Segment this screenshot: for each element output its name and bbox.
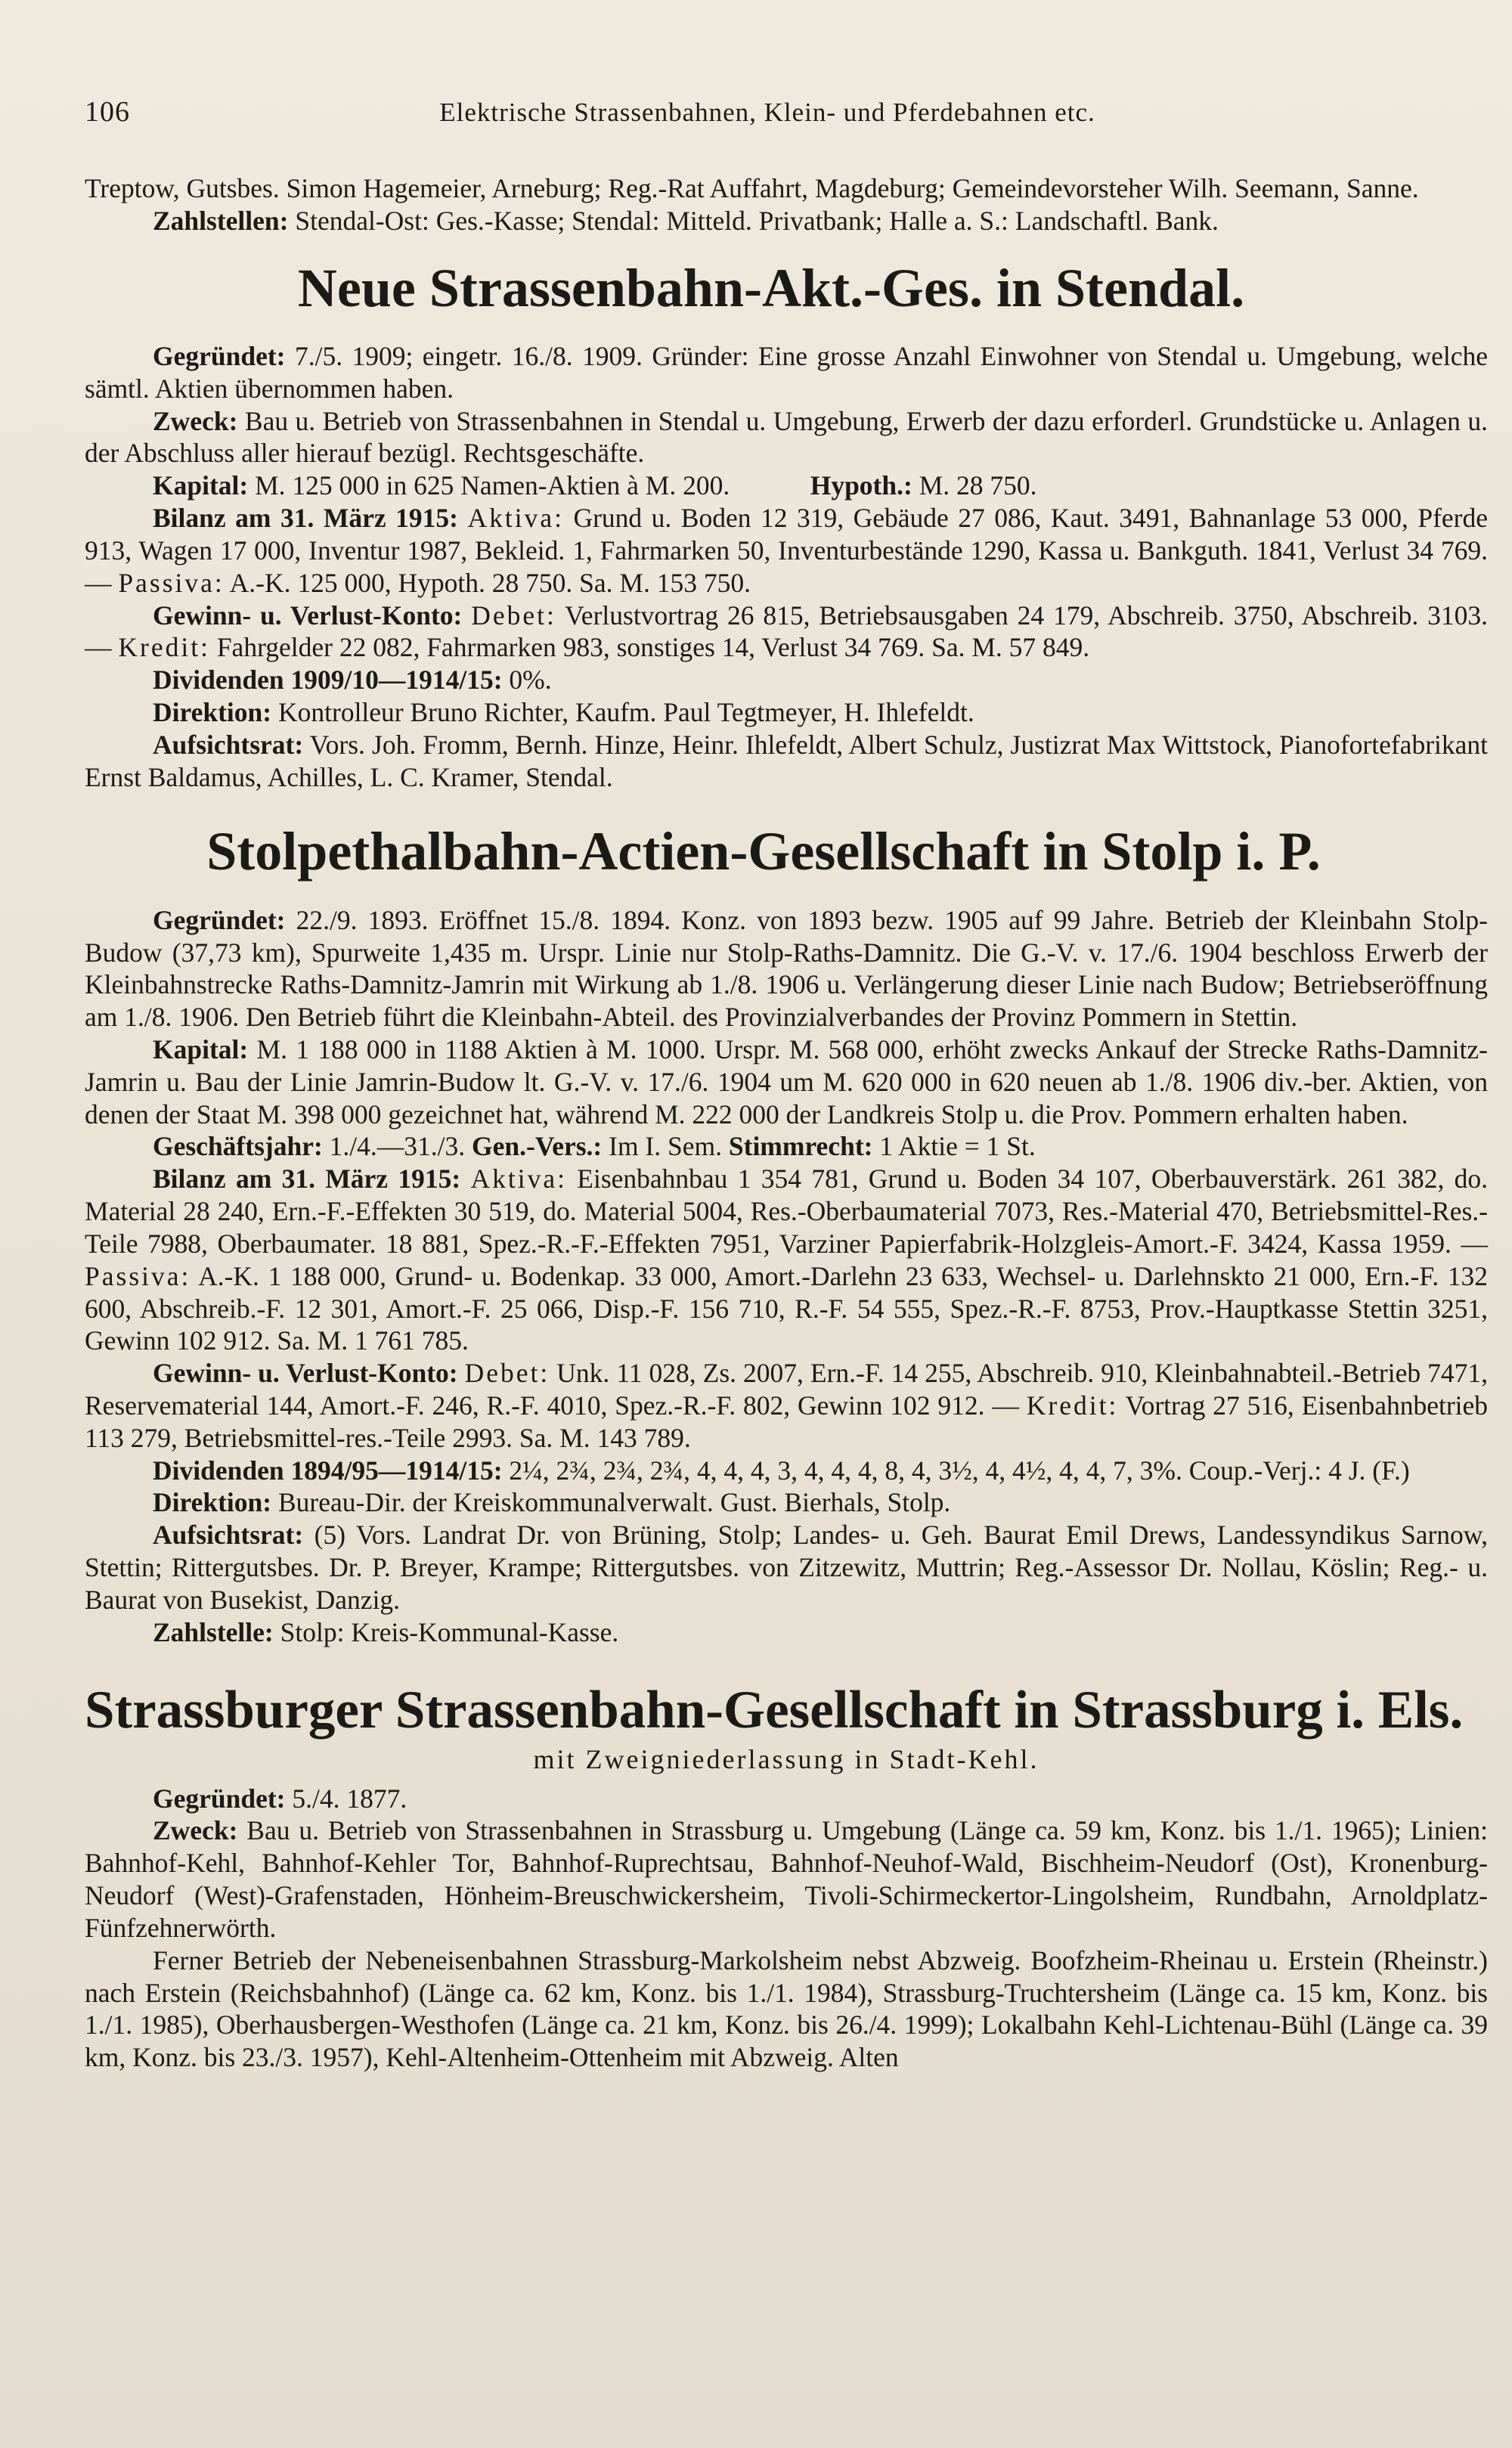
stolp-kapital [85,1033,1488,1130]
text: Eisenbahnbau 1 354 781, Grund u. Boden 34 107, Oberbauverstärk. 261 382, do. Material 28 240, Ern.-F.-Effekten 30 519, do. Material 5004, Res.-Oberbaumaterial 7073, Res.-Material 470, Betriebsmittel-Res.-Teile 7988, Oberbaumater. 18 881, Spez.-R.-F.-Effekten 7951, Varziner Papierfabrik-Holzgleis-Amort.-F. 3424, Kassa 1959. — [85,1164,1489,1259]
label: Kredit: [1026,1390,1119,1421]
label: Debet: [471,600,556,631]
stendal-gegruendet [85,340,1488,405]
page-header [85,95,1488,129]
intro-paragraph [85,172,1488,205]
label: Gewinn- u. Verlust-Konto: [153,1358,458,1389]
label: Dividenden 1894/95—1914/15: [153,1455,503,1486]
stolp-direktion [85,1486,1488,1519]
text: 0%. [509,665,552,696]
stendal-aufsichtsrat [85,729,1488,794]
stolp-gegruendet [85,904,1488,1033]
label: Hypoth.: [810,470,912,501]
text: Grund u. Boden 12 319, Gebäude 27 086, Kaut. 3491, Bahnanlage 53 000, Pferde 913, Wagen 17 000, Inventur 1987, Bekleid. 1, Fahrmarken 50, Inventurbestände 1290, Kassa u. Bankguth. 1841, Verlust 34 769. — [85,503,1489,598]
text: Fahrgelder 22 082, Fahrmarken 983, sonstiges 14, Verlust 34 769. Sa. M. 57 849. [216,632,1090,663]
label: Bilanz am 31. März 1915: [153,1164,461,1195]
strassburg-subtitle: mit Zweigniederlassung in Stadt-Kehl. [533,1743,1040,1774]
stolp-dividenden [85,1455,1488,1487]
label: Gegründet: [153,341,286,372]
text: Bau u. Betrieb von Strassenbahnen in Strassburg u. Umgebung (Länge ca. 59 km, Konz. bis 1./1. 1965); Linien: Bahnhof-Kehl, Bahnhof-Kehler Tor, Bahnhof-Ruprechtsau, Bahnhof-Neuhof-Wald, Bischheim-Neudorf (Ost), Kronenburg-Neudorf (West)-Grafenstaden, Hönheim-Breuschwickersheim, Tivoli-Schirmeckertor-Lingolsheim, Rundbahn, Arnoldplatz-Fünfzehnerwörth. [85,1815,1489,1943]
stolp-aufsichtsrat [85,1519,1488,1616]
label: Gegründet: [153,1783,286,1814]
stendal-bilanz [85,502,1488,599]
text: A.-K. 1 188 000, Grund- u. Bodenkap. 33 000, Amort.-Darlehn 23 633, Wechsel- u. Darlehnskto 21 000, Ern.-F. 132 600, Abschreib.-F. 12 301, Amort.-F. 25 066, Disp.-F. 156 710, R.-F. 54 555, Spez.-R.-F. 8753, Prov.-Hauptkasse Stettin 3251, Gewinn 102 912. Sa. M. 1 761 785. [85,1260,1488,1356]
label: Aktiva: [470,1164,567,1195]
text: Verlustvortrag 26 815, Betriebsausgaben 24 179, Abschreib. 3750, Abschreib. 3103. — [85,600,1489,663]
intro-text: Treptow, Gutsbes. Simon Hagemeier, Arneburg; Reg.-Rat Auffahrt, Magdeburg; Gemeindevorsteher Wilh. Seemann, Sanne. [85,173,1419,203]
intro-section [85,172,1488,237]
strassburg-title: Strassburger Strassenbahn-Gesellschaft in Strassburg i. Els. [85,1681,1464,1740]
text: 1./4.—31./3. [329,1131,466,1162]
label: Zweck: [153,1815,238,1846]
text: (5) Vors. Landrat Dr. von Brüning, Stolp; Landes- u. Geh. Baurat Emil Drews, Landessyndikus Sarnow, Stettin; Rittergutsbes. Dr. P. Breyer, Krampe; Rittergutsbes. von Zitzewitz, Muttrin; Reg.-Assessor Dr. Nollau, Köslin; Reg.- u. Baurat von Busekist, Danzig. [85,1520,1489,1615]
stendal-zweck [85,405,1488,470]
stendal-guv [85,600,1488,665]
strassburg-ferner [85,1944,1488,2074]
label: Bilanz am 31. März 1915: [153,503,458,534]
intro-zahlstellen [85,205,1488,237]
text: M. 125 000 in 625 Namen-Aktien à M. 200. [255,470,730,501]
stolp-section [85,819,1488,1648]
text: Unk. 11 028, Zs. 2007, Ern.-F. 14 255, Abschreib. 910, Kleinbahnabteil.-Betrieb 7471, Reservematerial 144, Amort.-F. 246, R.-F. 4010, Spez.-R.-F. 802, Gewinn 102 912. — [85,1358,1489,1421]
stolp-title: Stolpethalbahn-Actien-Gesellschaft in Stolp i. P. [206,821,1321,882]
label: Aktiva: [467,503,564,534]
label: Debet: [464,1358,550,1389]
label: Stimmrecht: [728,1131,873,1162]
running-head: Elektrische Strassenbahnen, Klein- und Pferdebahnen etc. [439,98,1095,127]
stendal-direktion [85,696,1488,729]
text: Ferner Betrieb der Nebeneisenbahnen Strassburg-Markolsheim nebst Abzweig. Boofzheim-Rheinau u. Erstein (Rheinstr.) nach Erstein (Reichsbahnhof) (Länge ca. 62 km, Konz. bis 1./1. 1984), Strassburg-Truchtersheim (Länge ca. 15 km, Konz. bis 1./1. 1985), Oberhausbergen-Westhofen (Länge ca. 21 km, Konz. bis 26./4. 1999); Lokalbahn Kehl-Lichtenau-Bühl (Länge ca. 39 km, Konz. bis 23./3. 1957), Kehl-Altenheim-Ottenheim mit Abzweig. Alten [85,1944,1488,2073]
text: 22./9. 1893. Eröffnet 15./8. 1894. Konz. von 1893 bezw. 1905 auf 99 Jahre. Betrieb der Kleinbahn Stolp-Budow (37,73 km), Spurweite 1,435 m. Urspr. Linie nur Stolp-Raths-Damnitz. Die G.-V. v. 17./6. 1904 beschloss Erwerb der Kleinbahnstrecke Raths-Damnitz-Jamrin mit Wirkung ab 1./8. 1906 u. Verlängerung dieser Linie nach Budow; Betriebseröffnung am 1./8. 1906. Den Betrieb führt die Kleinbahn-Abteil. des Provinzialverbandes der Provinz Pommern in Stettin. [85,904,1488,1033]
stolp-bilanz [85,1163,1488,1357]
text: Stolp: Kreis-Kommunal-Kasse. [280,1616,619,1647]
label: Geschäftsjahr: [153,1131,323,1162]
label: Direktion: [153,696,272,727]
text: 7./5. 1909; eingetr. 16./8. 1909. Gründer: Eine grosse Anzahl Einwohner von Stendal u. Umgebung, welche sämtl. Aktien übernommen haben. [85,341,1488,404]
stolp-guv [85,1357,1488,1454]
text: Vortrag 27 516, Eisenbahnbetrieb 113 279, Betriebsmittel-res.-Teile 2993. Sa. M. 143 789. [85,1390,1489,1453]
label: Kapital: [153,1034,249,1065]
text: Bureau-Dir. der Kreiskommunalverwalt. Gust. Bierhals, Stolp. [278,1487,951,1518]
page-number: 106 [85,96,130,128]
text: Bau u. Betrieb von Strassenbahnen in Stendal u. Umgebung, Erwerb der dazu erforderl. Grundstücke u. Anlagen u. der Abschluss aller hierauf bezügl. Rechtsgeschäfte. [85,405,1489,469]
label: Passiva: [118,567,225,598]
label: Zweck: [153,405,238,436]
label: Zahlstelle: [153,1616,274,1647]
label: Gegründet: [153,904,286,935]
text: 1 Aktie = 1 St. [879,1131,1036,1162]
label: Dividenden 1909/10—1914/15: [153,665,503,696]
text: Vors. Joh. Fromm, Bernh. Hinze, Heinr. Ihlefeldt, Albert Schulz, Justizrat Max Wittstock, Pianofortefabrikant Ernst Baldamus, Achilles, L. C. Kramer, Stendal. [85,729,1488,792]
text: M. 28 750. [919,470,1037,501]
label: Aufsichtsrat: [153,1520,304,1551]
label: Passiva: [85,1260,191,1291]
stolp-geschaeftsjahr [85,1130,1488,1163]
text: Im I. Sem. [609,1131,722,1162]
text: Kontrolleur Bruno Richter, Kaufm. Paul Tegtmeyer, H. Ihlefeldt. [278,696,974,727]
zahlstellen-text: Stendal-Ost: Ges.-Kasse; Stendal: Mitteld. Privatbank; Halle a. S.: Landschaftl. Bank. [295,205,1219,236]
label: Kredit: [118,632,210,663]
stendal-dividenden [85,664,1488,696]
label: Direktion: [153,1487,272,1518]
label: Gewinn- u. Verlust-Konto: [153,600,463,631]
stolp-zahlstelle [85,1616,1488,1649]
label: Kapital: [153,470,249,501]
stendal-title: Neue Strassenbahn-Akt.-Ges. in Stendal. [297,257,1245,318]
label: Aufsichtsrat: [153,729,304,760]
zahlstellen-label: Zahlstellen: [153,205,289,236]
text: M. 1 188 000 in 1188 Aktien à M. 1000. Urspr. M. 568 000, erhöht zwecks Ankauf der Strecke Raths-Damnitz-Jamrin u. Bau der Linie Jamrin-Budow lt. G.-V. v. 17./6. 1904 um M. 620 000 in 620 neuen ab 1./8. 1906 div.-ber. Aktien, von denen der Staat M. 398 000 gezeichnet hat, während M. 222 000 der Landkreis Stolp u. die Prov. Pommern erhalten haben. [85,1034,1488,1129]
stendal-kapital [85,469,1488,502]
strassburg-gegruendet [85,1783,1488,1815]
strassburg-section [85,1678,1488,2074]
strassburg-zweck [85,1814,1488,1944]
text: 2¼, 2¾, 2¾, 2¾, 4, 4, 4, 3, 4, 4, 4, 8, 4, 3½, 4, 4½, 4, 4, 7, 3%. Coup.-Verj.: 4 J. (F.) [509,1455,1410,1486]
text: 5./4. 1877. [292,1783,407,1814]
stendal-section [85,256,1488,794]
label: Gen.-Vers.: [472,1131,603,1162]
text: A.-K. 125 000, Hypoth. 28 750. Sa. M. 153 750. [229,567,751,598]
